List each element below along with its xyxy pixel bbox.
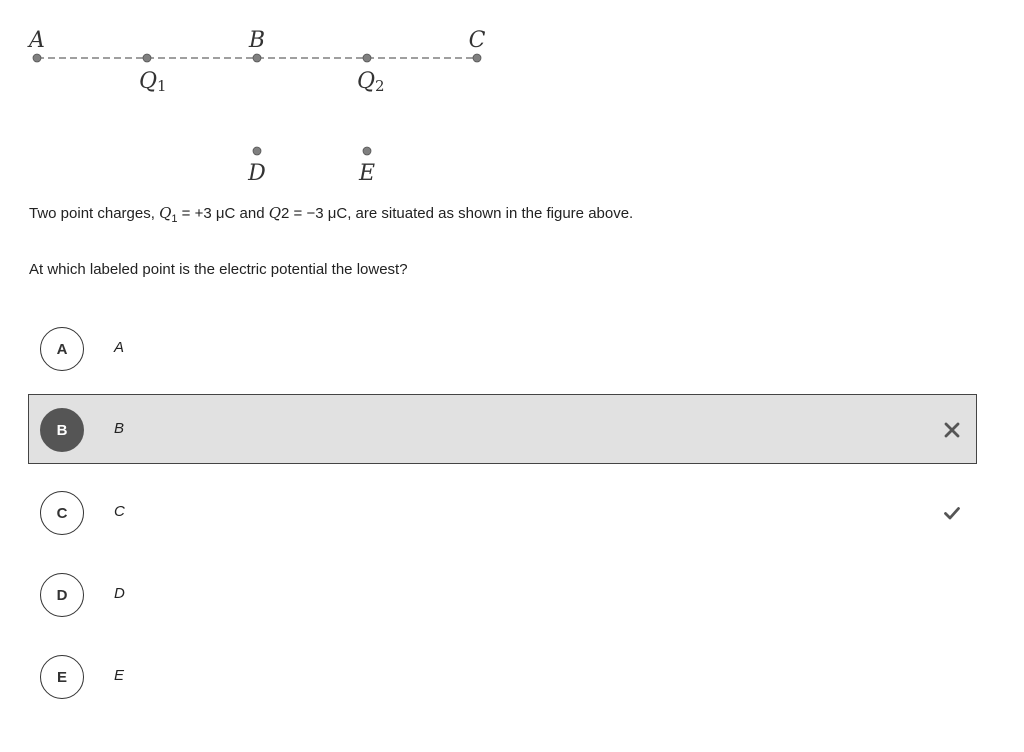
point-e-label: E [358, 161, 376, 186]
choice-e-text: E [114, 667, 125, 684]
point-c-dot [473, 54, 481, 62]
choice-c[interactable] [28, 477, 977, 547]
question-stem [29, 204, 633, 225]
choice-a-text: A [114, 339, 125, 356]
charge-q1-subscript: 1 [157, 77, 167, 95]
charge-diagram [0, 0, 520, 200]
point-b-dot [253, 54, 261, 62]
charge-q1-label [139, 69, 167, 95]
charge-q2-dot [363, 54, 371, 62]
point-d-dot [253, 147, 261, 155]
choice-d[interactable] [28, 559, 977, 629]
q1-subscript: 1 [171, 213, 178, 225]
choice-d-badge[interactable]: D [40, 573, 84, 617]
choice-b[interactable] [28, 394, 977, 464]
point-c-label: C [468, 28, 486, 53]
q1-value: = +3 μC and [177, 205, 269, 222]
choice-a[interactable] [28, 313, 977, 383]
choice-e-badge[interactable]: E [40, 655, 84, 699]
choice-c-badge[interactable]: C [40, 491, 84, 535]
q2-label: 2 [281, 205, 290, 222]
charge-q2-subscript: 2 [375, 77, 385, 95]
q1-symbol: Q [159, 204, 172, 222]
choice-a-badge[interactable]: A [40, 327, 84, 371]
charge-q2-symbol: Q [357, 69, 376, 94]
point-a-dot [33, 54, 41, 62]
choice-b-badge[interactable]: B [40, 408, 84, 452]
choice-e[interactable] [28, 641, 977, 711]
choice-b-text: B [114, 420, 125, 437]
checkmark-icon [944, 505, 960, 521]
point-b-label: B [248, 28, 266, 53]
question-prompt: At which labeled point is the electric potential the lowest? [29, 261, 408, 278]
point-e-dot [363, 147, 371, 155]
q2-symbol: Q [268, 204, 282, 222]
charge-q1-dot [143, 54, 151, 62]
charge-q1-symbol: Q [139, 69, 158, 94]
charge-q2-label [357, 69, 385, 95]
close-icon [944, 422, 960, 438]
point-a-label: A [29, 28, 45, 53]
q2-value: = −3 μC, are situated as shown in the figure above. [289, 205, 634, 222]
choice-d-text: D [114, 585, 125, 602]
stem-intro: Two point charges, [29, 205, 160, 222]
choice-c-text: C [114, 503, 125, 520]
point-d-label: D [248, 161, 266, 186]
